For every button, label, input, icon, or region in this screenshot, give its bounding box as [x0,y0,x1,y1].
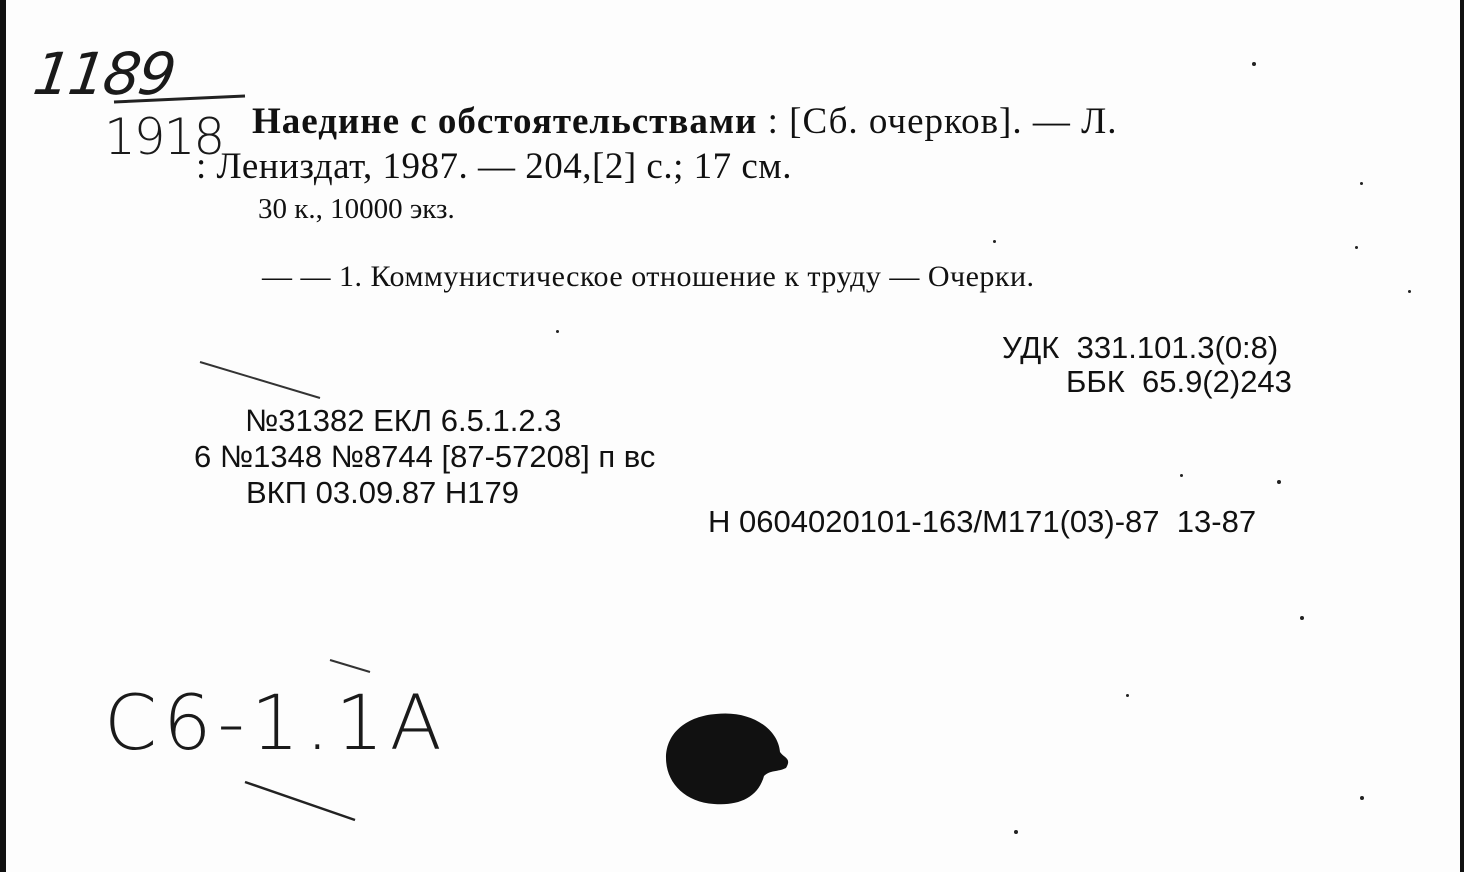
handwritten-class-number: 1918 [104,108,224,166]
price-line: 30 к., 10000 экз. [258,193,455,225]
punch-hole [660,706,800,816]
dust-speck [1355,246,1358,249]
handwritten-shelf-mark: С6-1.1А [104,678,448,767]
dust-speck [1014,830,1018,834]
imprint-line: : Лениздат, 1987. — 204,[2] с.; 17 см. [196,146,792,187]
dust-speck [1408,290,1411,293]
udk-code: УДК 331.101.3(0:8) [1002,330,1279,365]
dust-speck [1277,480,1281,484]
bbk-code: ББК 65.9(2)243 [1066,364,1292,399]
dust-speck [556,330,559,333]
dust-speck [993,240,996,243]
title-statement: : [Сб. очерков]. — Л. [757,101,1118,142]
stat-line-3: ВКП 03.09.87 Н179 [246,475,520,510]
dust-speck [1300,616,1304,620]
dust-speck [1126,694,1129,697]
dust-speck [1252,62,1256,66]
stat-line-1: №31382 ЕКЛ 6.5.1.2.3 [245,403,562,438]
stat-line-2: 6 №1348 №8744 [87-57208] п вс [194,439,656,474]
dust-speck [1180,474,1183,477]
dust-speck [1360,182,1363,185]
index-code: Н 0604020101-163/М171(03)-87 13-87 [708,504,1257,539]
handwritten-accession-number: 1189 [29,40,179,108]
subject-heading: — — 1. Коммунистическое отношение к труду — Очерки. [262,260,1035,293]
dust-speck [1360,796,1364,800]
book-title: Наедине с обстоятельствами [252,101,758,142]
